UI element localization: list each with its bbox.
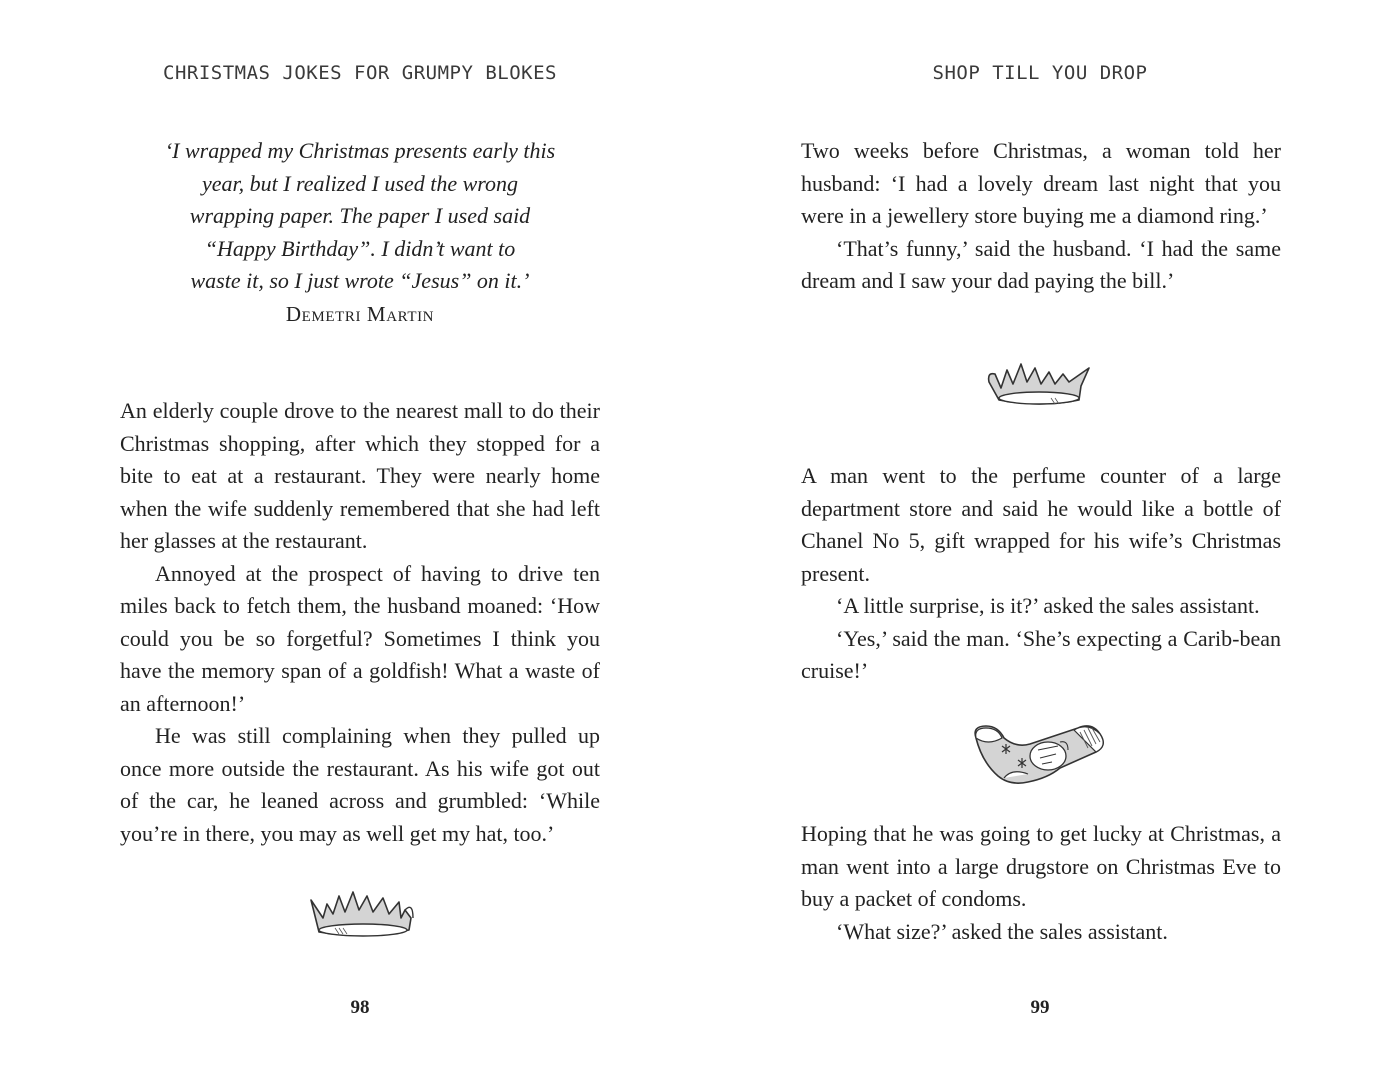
paragraph: Hoping that he was going to get lucky at Christmas, a man went into a large drugstore on Christmas Eve to buy a packet of condoms. <box>801 821 1281 911</box>
paragraph: ‘Yes,’ said the man. ‘She’s expecting a Carib-bean cruise!’ <box>801 625 1281 683</box>
paragraph: A man went to the perfume counter of a large department store and said he would like a bottle of Chanel No 5, gift wrapped for his wife’s Christmas present. <box>801 463 1281 586</box>
christmas-stocking-icon <box>968 720 1113 795</box>
running-head: CHRISTMAS JOKES FOR GRUMPY BLOKES <box>163 62 557 84</box>
joke-chanel-no-5 <box>801 460 1281 688</box>
paragraph: ‘What size?’ asked the sales assistant. <box>836 918 1168 944</box>
joke-diamond-ring <box>801 135 1281 298</box>
joke-drugstore <box>801 818 1281 948</box>
right-page <box>700 0 1400 1074</box>
page-number: 98 <box>350 997 370 1018</box>
joke-elderly-couple <box>120 395 600 850</box>
paragraph: Two weeks before Christmas, a woman told her husband: ‘I had a lovely dream last night that you were in a jewellery store buying me a diamond ring.’ <box>801 138 1281 228</box>
quote-line: ‘I wrapped my Christmas presents early this <box>164 138 556 163</box>
quote-line: waste it, so I just wrote “Jesus” on it.’ <box>190 268 530 293</box>
quote-line: year, but I realized I used the wrong <box>201 170 519 196</box>
epigraph-quote <box>120 135 600 330</box>
paragraph: Annoyed at the prospect of having to drive ten miles back to fetch them, the husband moaned: ‘How could you be so forgetful? Sometimes I think you have the memory span of a goldfish! What a waste of an afternoon!’ <box>120 560 600 716</box>
paragraph: An elderly couple drove to the nearest mall to do their Christmas shopping, after which they stopped for a bite to eat at a restaurant. They were nearly home when the wife suddenly remembered that she had left her glasses at the restaurant. <box>120 398 600 553</box>
paragraph: ‘That’s funny,’ said the husband. ‘I had the same dream and I saw your dad paying the bill.’ <box>801 235 1281 293</box>
quote-line: wrapping paper. The paper I used said <box>189 203 531 228</box>
paragraph: He was still complaining when they pulled up once more outside the restaurant. As his wife got out of the car, he leaned across and grumbled: ‘While you’re in there, you may as well get my hat, too.’ <box>120 723 600 846</box>
paper-crown-icon <box>305 888 415 945</box>
quote-attribution: Demetri Martin <box>285 301 435 326</box>
page-number: 99 <box>1030 997 1050 1018</box>
paper-crown-icon <box>985 360 1095 417</box>
quote-line: “Happy Birthday”. I didn’t want to <box>204 235 516 261</box>
running-head: SHOP TILL YOU DROP <box>932 62 1148 84</box>
paragraph: ‘A little surprise, is it?’ asked the sales assistant. <box>836 593 1260 618</box>
